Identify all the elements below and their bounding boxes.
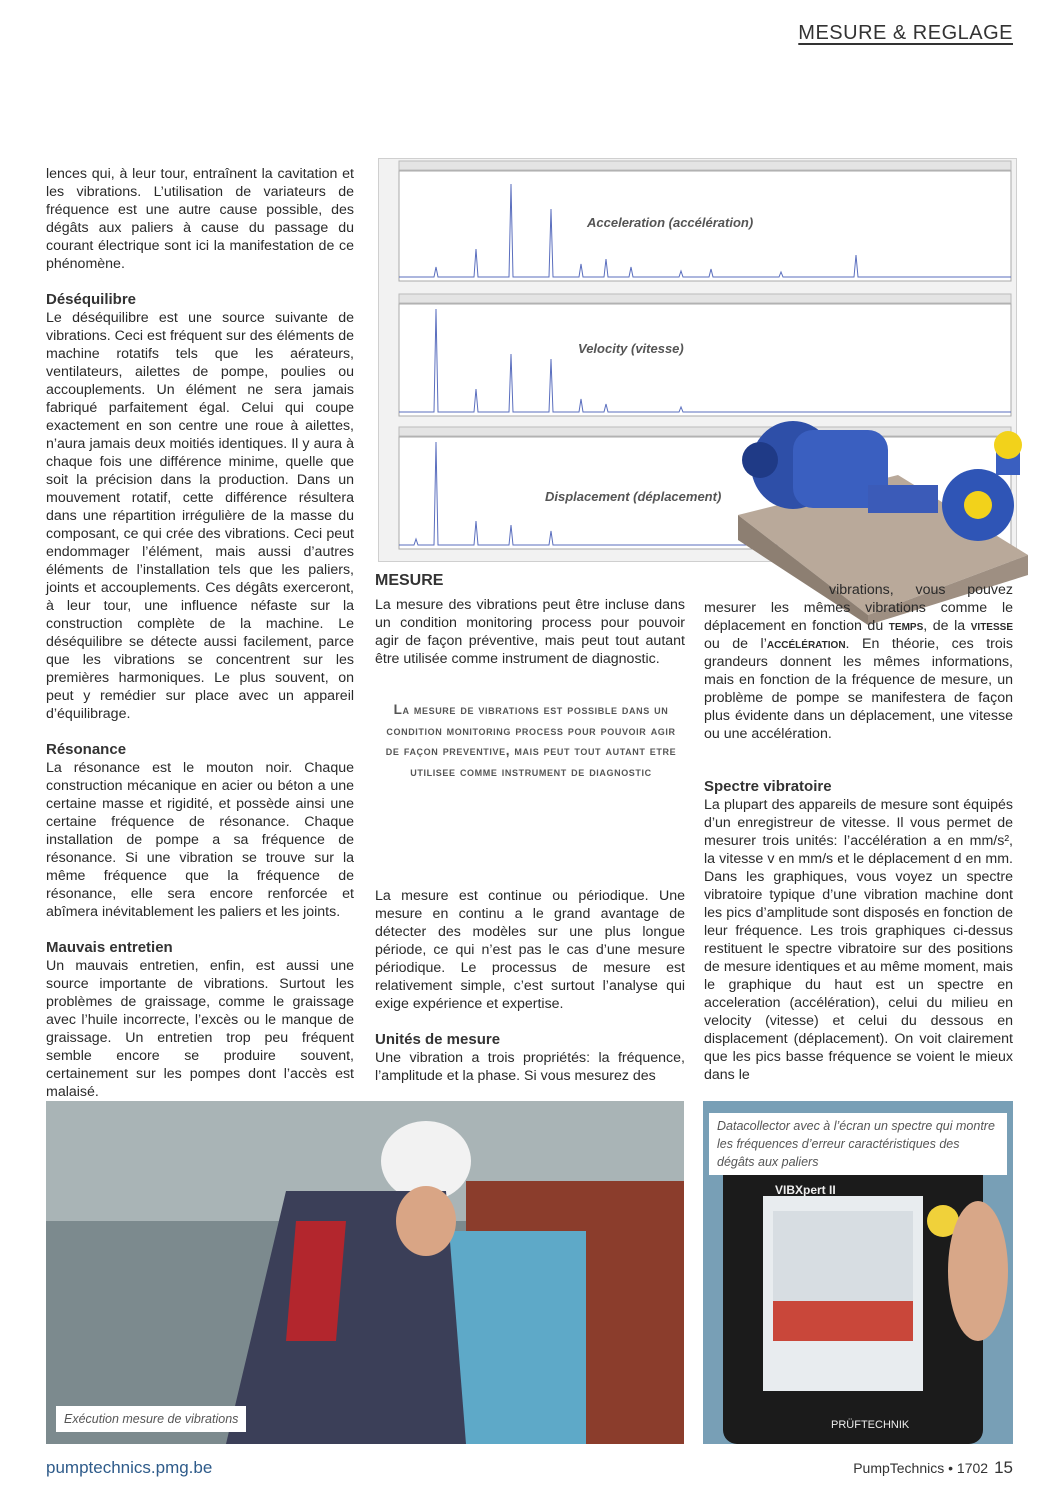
paragraph: Une vibration a trois propriétés: la fréquence, l’amplitude et la phase. Si vous mesurez des [375,1050,685,1084]
page-number: 15 [994,1458,1013,1477]
caption-datacollector: Datacollector avec à l’écran un spectre qui montre les fréquences d’erreur caractéristiques des dégâts aux paliers [709,1113,1007,1175]
section-title: MESURE & REGLAGE [798,22,1013,44]
heading-mesure: MESURE [375,572,444,589]
paragraph: lences qui, à leur tour, entraînent la cavitation et les vibrations. L’utilisation de variateurs de fréquence est une autre cause possible, des dégâts aux paliers à cause du passage du courant électrique sont ici la manifestation de ce phénomène. [46,166,354,272]
velocity-graph [399,294,1011,416]
paragraph: Le déséquilibre est une source suivante de vibrations. Ceci est fréquent sur des éléments de machine rotatifs tels que les aérateurs, ventilateurs, ailettes de pompe, poulies ou accouplements. Un élément ne sera jamais fabriqué parfaitement égal. Celui qui coupe exactement en son centre une roue à ailettes, n’aura jamais deux moitiés identiques. Il y aura à chaque fois une différence minime, quelle que soit la précision dans la production. Dans un mouvement rotatif, cette différence résultera dans une répartition irrégulière de la masse du composant, ce qui crée des vibrations. Ceci peut endommager l’élément, mais aussi d’autres éléments de l’installation tels que les paliers, joints et accouplements. Ces dégâts exerceront, à leur tour, une influence néfaste sur la construction complète de la machine. Le déséquilibre se détecte aussi facilement, parce que les vibrations se concentrent sur les premières harmoniques. Le plus souvent, on peut y remédier sur place avec un appareil d’équilibrage. [46,310,354,722]
pull-quote: La mesure de vibrations est possible dans un condition monitoring process pour pouvoir agir de façon preventive, mais peut tout autant etre utilisee comme instrument de diagnostic [385,702,677,779]
device-brand: VIBXpert II [775,1183,836,1197]
heading-unites: Unités de mesure [375,1031,501,1048]
caption-worker: Exécution mesure de vibrations [56,1406,246,1432]
device-maker: PRÜFTECHNIK [831,1419,910,1431]
paragraph: La plupart des appareils de mesure sont équipés d’un enregistreur de vitesse. Il vous permet de mesurer trois unités: l’accélération a en mm/s², la vitesse v en mm/s et le déplacement d en mm. Dans les graphiques, vous voyez un spectre vibratoire typique d’une vibration machine dont les pics d’amplitude sont disposés en fonction de leur fréquence. Les trois graphiques ci-dessus restituent le spectre vibratoire sur des positions de mesure identiques et au même moment, mais le graphique du haut est un spectre en acceleration (accélération), celui du milieu en velocity (vitesse) et celui du dessous en displacement (déplacement). On voit clairement que les pics basse fréquence se voient le mieux dans le [704,797,1013,1083]
heading-mauvais-entretien: Mauvais entretien [46,939,173,956]
paragraph: La mesure des vibrations peut être incluse dans un condition monitoring process pour pouvoir agir de façon préventive, mais peut tout autant être utilisée comme instrument de diagnostic. [375,597,685,667]
photo-datacollector [703,1101,1013,1444]
heading-resonance: Résonance [46,741,127,758]
heading-desequilibre: Déséquilibre [46,291,137,308]
footer-url[interactable]: pumptechnics.pmg.be [46,1458,213,1477]
footer-publication [853,1458,1013,1478]
paragraph: La mesure est continue ou périodique. Une mesure en continu a le grand avantage de détecter des modèles sur une plus longue période, ce qui n’est pas le cas d’une mesure périodique. Le processus de mesure est relativement simple, c’est surtout l’analyse qui exige expérience et expertise. [375,888,685,1012]
column-1 [46,165,354,1101]
column-2-top [375,572,685,668]
acceleration-label: Acceleration (accélération) [587,215,754,230]
column-3-bottom [704,778,1013,1084]
column-2-bottom [375,887,685,1085]
displacement-label: Displacement (déplacement) [545,489,722,504]
column-3-top [704,581,1013,743]
photo-worker-measuring [46,1101,684,1444]
heading-spectre: Spectre vibratoire [704,778,832,795]
paragraph: vibrations, vous pouvez mesurer les mêmes vibrations comme le déplacement en fonction du temps, de la vitesse ou de l’accélération. En théorie, ces trois grandeurs donnent les mêmes informations, mais en fonction de la fréquence de mesure, un problème de pompe se manifestera de façon plus évidente dans un déplacement, une vitesse ou une accélération. [704,582,1013,742]
velocity-label: Velocity (vitesse) [578,341,684,356]
paragraph: Un mauvais entretien, enfin, est aussi une source importante de vibrations. Surtout les problèmes de graissage, comme le graissage avec l’huile incorrecte, l’excès ou le manque de graissage. Un entretien trop peu fréquent semble encore se produire souvent, certainement sur les pompes dont l’accès est malaisé. [46,958,354,1100]
worker-photo-illustration [46,1101,684,1444]
paragraph: La résonance est le mouton noir. Chaque construction mécanique en acier ou béton a une certaine masse et rigidité, et possède ainsi une certaine fréquence de résonance. Chaque installation de pompe a sa fréquence de résonance. Si une vibration se trouve sur la même fréquence que la fréquence de résonance, elle sera encore renforcée et abîmera inévitablement les paliers et les joints. [46,760,354,920]
magazine-issue: PumpTechnics • 1702 [853,1460,989,1476]
